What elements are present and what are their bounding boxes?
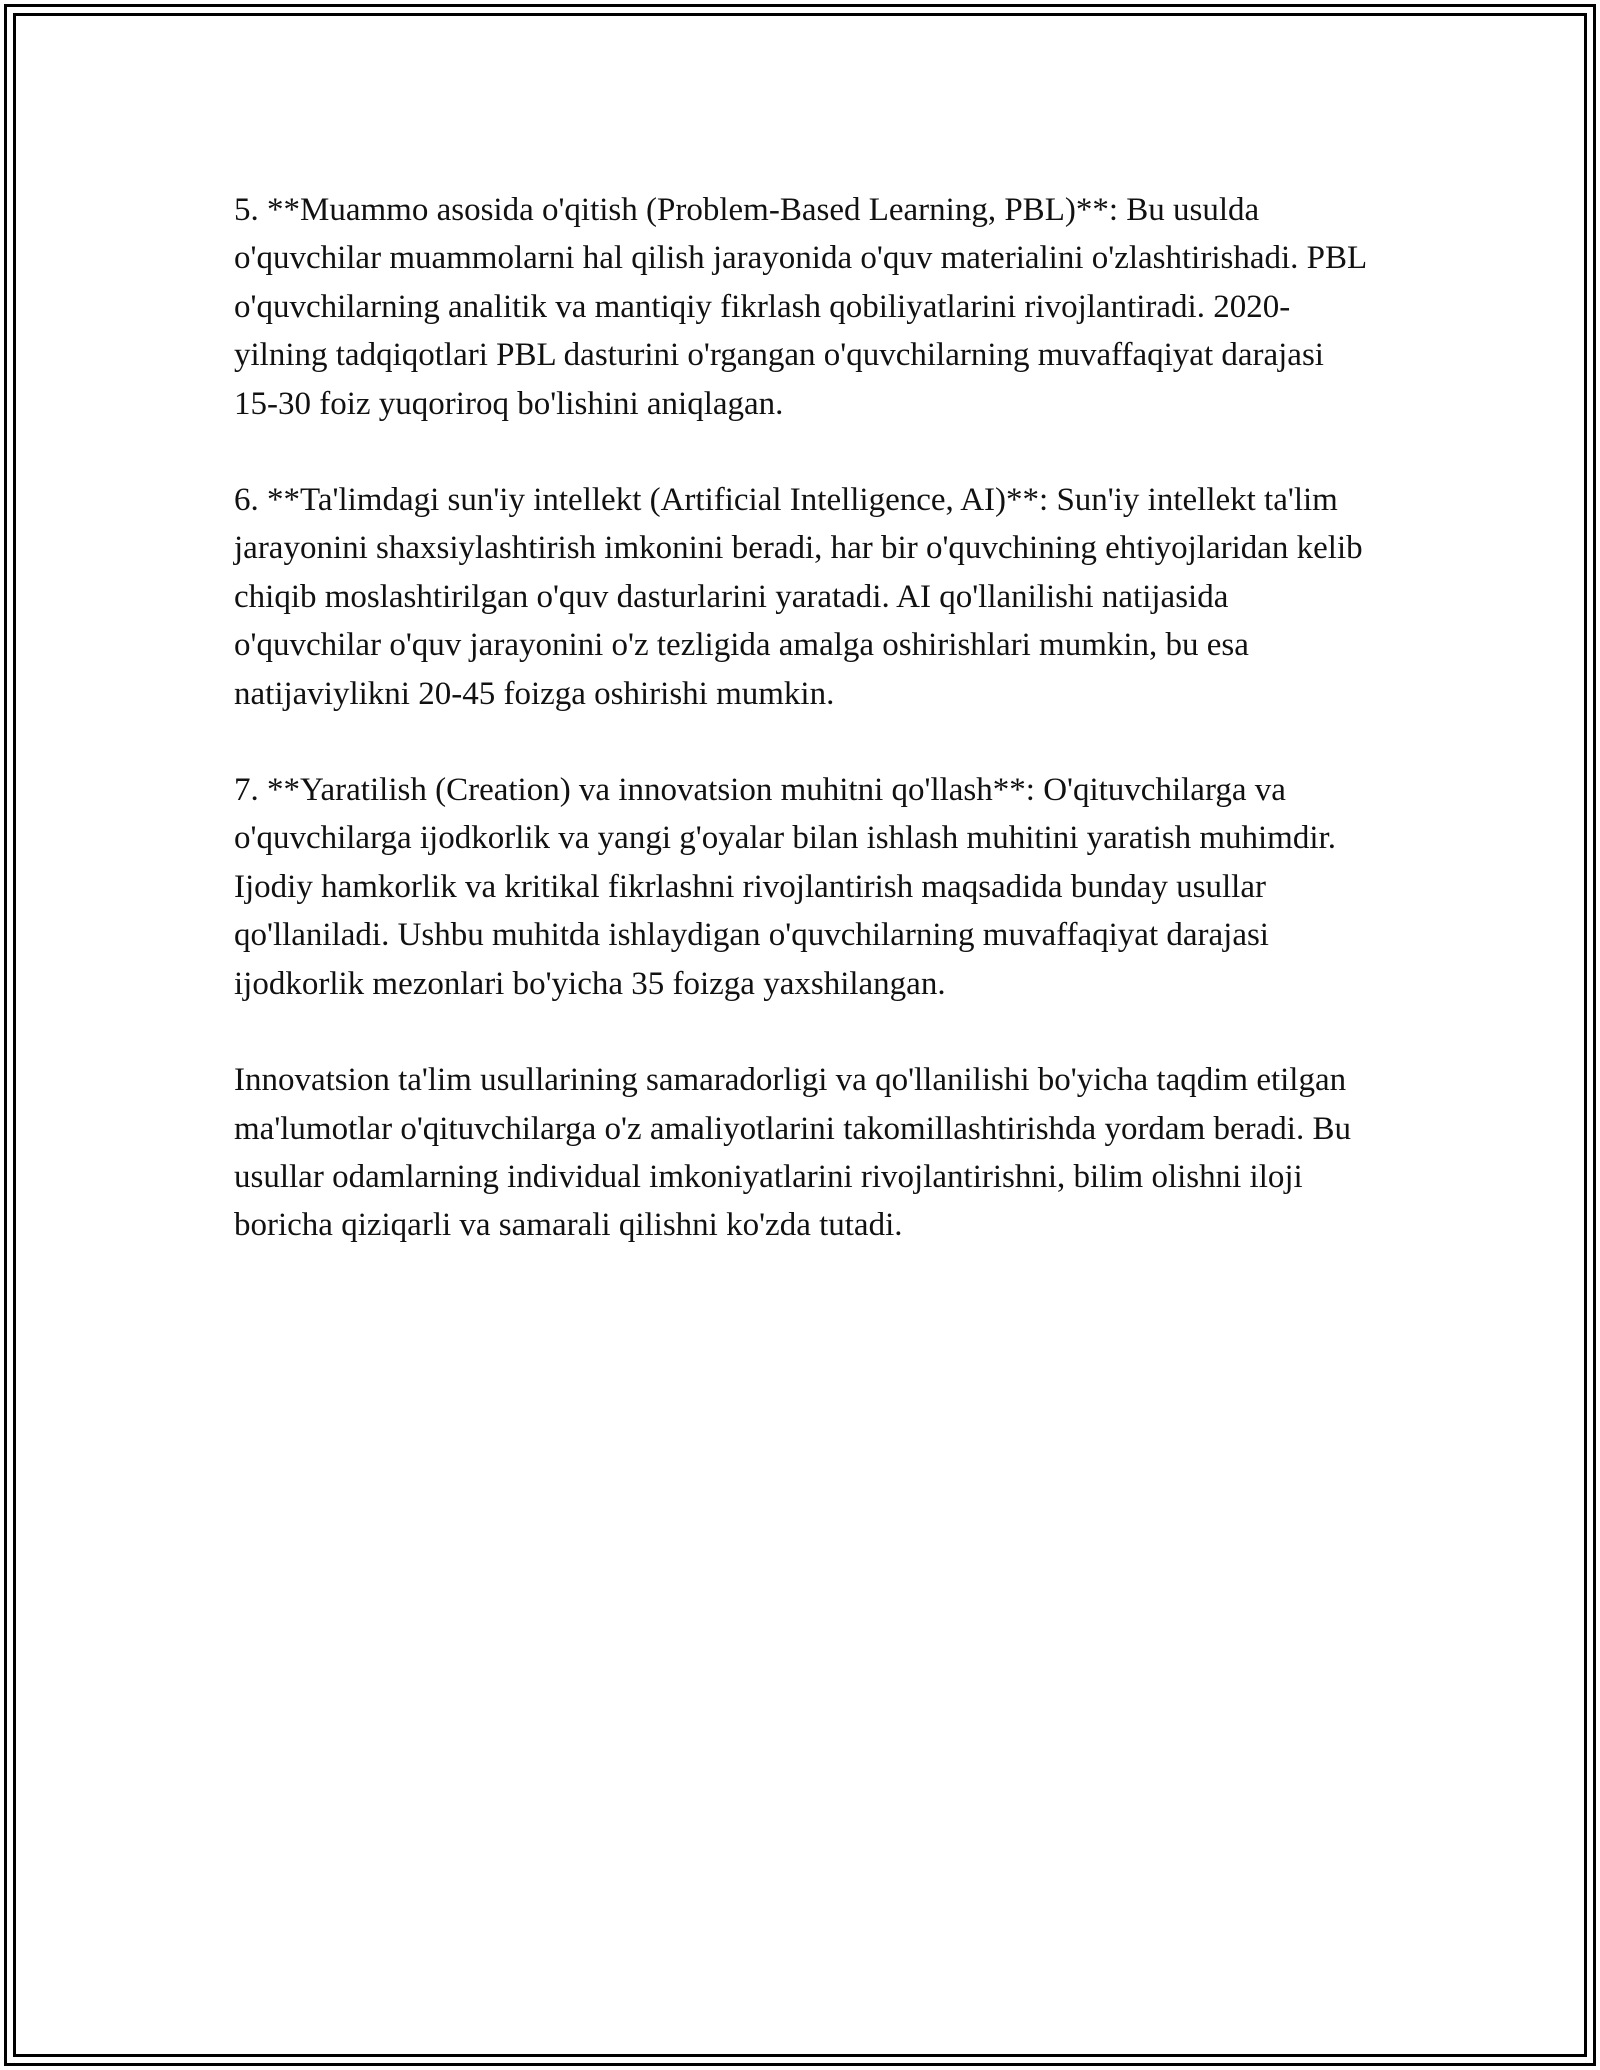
document-body bbox=[234, 186, 1374, 1298]
paragraph-conclusion: Innovatsion ta'lim usullarining samaradorligi va qo'llanilishi bo'yicha taqdim etilgan ma'lumotlar o'qituvchilarga o'z amaliyotlarini takomillashtirishda yordam beradi. Bu usullar odamlarning individual imkoniyatlarini rivojlantirishni, bilim olishni iloji boricha qiziqarli va samarali qilishni ko'zda tutadi. bbox=[234, 1062, 1351, 1244]
paragraph-pbl: 5. **Muammo asosida o'qitish (Problem-Based Learning, PBL)**: Bu usulda o'quvchilar muammolarni hal qilish jarayonida o'quv materialini o'zlashtirishadi. PBL o'quvchilarning analitik va mantiqiy fikrlash qobiliyatlarini rivojlantiradi. 2020-yilning tadqiqotlari PBL dasturini o'rgangan o'quvchilarning muvaffaqiyat darajasi 15-30 foiz yuqoriroq bo'lishini aniqlagan. bbox=[234, 192, 1366, 422]
paragraph-ai: 6. **Ta'limdagi sun'iy intellekt (Artificial Intelligence, AI)**: Sun'iy intellekt ta'lim jarayonini shaxsiylashtirish imkonini beradi, har bir o'quvchining ehtiyojlaridan kelib chiqib moslashtirilgan o'quv dasturlarini yaratadi. AI qo'llanilishi natijasida o'quvchilar o'quv jarayonini o'z tezligida amalga oshirishlari mumkin, bu esa natijaviylikni 20-45 foizga oshirishi mumkin. bbox=[234, 482, 1363, 712]
paragraph-creation: 7. **Yaratilish (Creation) va innovatsion muhitni qo'llash**: O'qituvchilarga va o'quvchilarga ijodkorlik va yangi g'oyalar bilan ishlash muhitini yaratish muhimdir. Ijodiy hamkorlik va kritikal fikrlashni rivojlantirish maqsadida bunday usullar qo'llaniladi. Ushbu muhitda ishlaydigan o'quvchilarning muvaffaqiyat darajasi ijodkorlik mezonlari bo'yicha 35 foizga yaxshilangan. bbox=[234, 772, 1336, 1002]
